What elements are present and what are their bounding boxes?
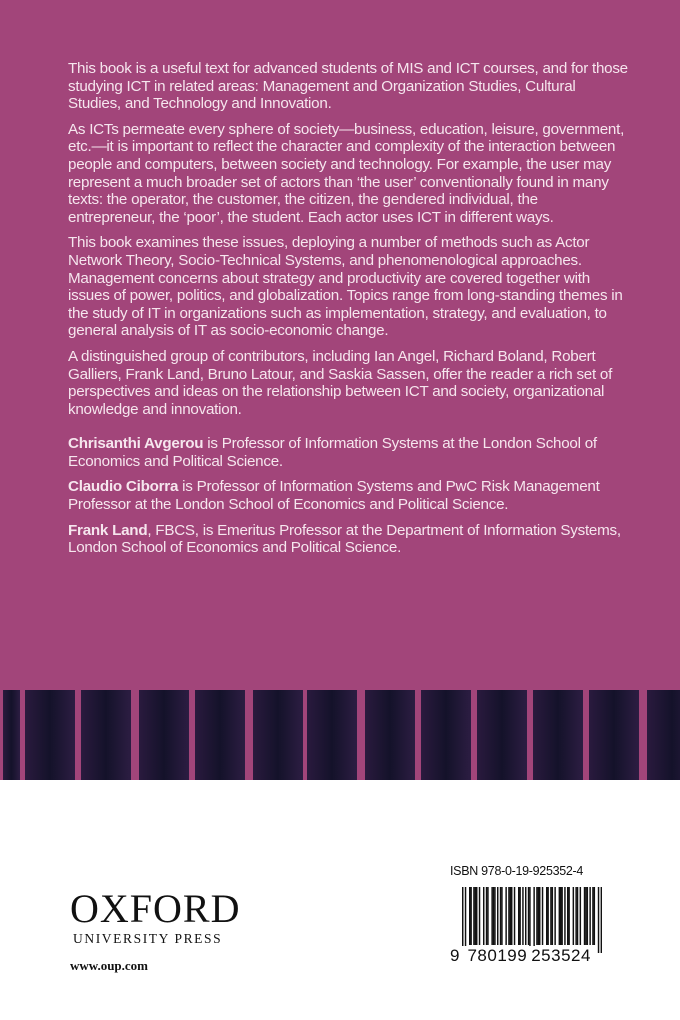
stripe bbox=[647, 690, 680, 780]
stripe bbox=[195, 690, 245, 780]
bio-name: Frank Land bbox=[68, 521, 148, 539]
oxford-logo-subtitle: UNIVERSITY PRESS bbox=[73, 931, 223, 946]
barcode-bar bbox=[580, 887, 581, 945]
blurb-paragraph-3: This book examines these issues, deploying a number of methods such as Actor Network Theory, Socio-Technical Systems, and phenomenological approaches. Management concerns about strategy and productivity are covered together with issues of power, politics, and globalization. Topics range from long-standing themes in the study of IT in organizations such as implementation, strategy, and evaluation, to general analysis of IT as socio-economic change. bbox=[68, 234, 623, 340]
barcode-bar bbox=[561, 887, 562, 945]
stripe bbox=[533, 690, 583, 780]
barcode-group-2: 253524 bbox=[531, 946, 591, 965]
bio-ciborra bbox=[68, 478, 628, 513]
barcode-bar bbox=[508, 887, 509, 945]
barcode-bar bbox=[577, 887, 578, 945]
barcode-bar bbox=[483, 887, 484, 945]
barcode-bar bbox=[479, 887, 480, 945]
blurb-paragraph-1: This book is a useful text for advanced students of MIS and ICT courses, and for those studying ICT in related areas: Management and Organization Studies, Cultural Studies, and Technology and Innovation. bbox=[68, 60, 628, 113]
bio-text: is Professor of Information Systems at the London School of Economics and Political Science. bbox=[68, 435, 597, 470]
barcode-bar bbox=[529, 887, 530, 953]
barcode-bar bbox=[567, 887, 568, 945]
barcode-bar bbox=[487, 887, 488, 945]
barcode-bar bbox=[497, 887, 498, 945]
barcode-bar bbox=[511, 887, 512, 945]
decorative-stripe-band bbox=[0, 690, 680, 780]
barcode-bar bbox=[560, 887, 561, 945]
stripe bbox=[3, 690, 20, 780]
stripe bbox=[477, 690, 527, 780]
barcode-bar bbox=[465, 887, 466, 953]
barcode-bar bbox=[518, 887, 519, 945]
barcode-bar bbox=[470, 887, 471, 945]
bio-name: Claudio Ciborra bbox=[68, 478, 179, 496]
stripe bbox=[81, 690, 131, 780]
barcode-bar bbox=[493, 887, 494, 945]
barcode-bar bbox=[584, 887, 585, 945]
barcode-bar bbox=[587, 887, 588, 945]
barcode-bar bbox=[539, 887, 540, 945]
back-cover-blurb bbox=[68, 60, 628, 565]
barcode-bar bbox=[559, 887, 560, 945]
barcode-bar bbox=[601, 887, 602, 953]
bio-name: Chrisanthi Avgerou bbox=[68, 435, 204, 453]
barcode bbox=[462, 887, 602, 953]
barcode-bar bbox=[533, 887, 534, 953]
barcode-bar bbox=[568, 887, 569, 945]
barcode-bar bbox=[528, 887, 529, 945]
barcode-bar bbox=[589, 887, 590, 945]
barcode-bar bbox=[473, 887, 474, 945]
barcode-bar bbox=[462, 887, 463, 953]
stripe bbox=[307, 690, 357, 780]
barcode-bar bbox=[491, 887, 492, 945]
stripe bbox=[25, 690, 75, 780]
bio-land bbox=[68, 522, 628, 557]
barcode-bar bbox=[475, 887, 476, 945]
barcode-bar bbox=[500, 887, 501, 945]
barcode-bar bbox=[519, 887, 520, 945]
barcode-bar bbox=[554, 887, 555, 945]
stripe bbox=[139, 690, 189, 780]
barcode-bar bbox=[594, 887, 595, 945]
stripe bbox=[421, 690, 471, 780]
barcode-bar bbox=[547, 887, 548, 945]
barcode-bar bbox=[552, 887, 553, 945]
barcode-first-digit: 9 bbox=[450, 946, 460, 965]
barcode-bar bbox=[575, 887, 576, 945]
bio-avgerou bbox=[68, 435, 628, 470]
barcode-group-1: 780199 bbox=[467, 946, 528, 965]
barcode-bar bbox=[538, 887, 539, 945]
editor-bios bbox=[68, 435, 628, 557]
barcode-bar bbox=[598, 887, 599, 953]
barcode-bar bbox=[585, 887, 586, 945]
barcode-bar bbox=[536, 887, 537, 945]
barcode-bar bbox=[573, 887, 574, 945]
barcode-bar bbox=[592, 887, 593, 945]
isbn-label: ISBN 978-0-19-925352-4 bbox=[450, 864, 584, 878]
blurb-paragraph-4: A distinguished group of contributors, including Ian Angel, Richard Boland, Robert Galliers, Frank Land, Bruno Latour, and Saskia Sassen, offer the reader a rich set of perspectives and ideas on the relationship between ICT and society, organizational knowledge and innovation. bbox=[68, 347, 613, 418]
barcode-bar bbox=[501, 887, 502, 945]
barcode-bar bbox=[469, 887, 470, 945]
barcode-bar bbox=[514, 887, 515, 945]
barcode-bar bbox=[476, 887, 477, 945]
stripe bbox=[253, 690, 303, 780]
barcode-bar bbox=[542, 887, 543, 945]
barcode-bar bbox=[546, 887, 547, 945]
barcode-bar bbox=[505, 887, 506, 945]
stripe bbox=[589, 690, 639, 780]
oxford-logo: OXFORD bbox=[70, 886, 241, 931]
barcode-bar bbox=[525, 887, 526, 945]
barcode-bar bbox=[522, 887, 523, 945]
stripe bbox=[365, 690, 415, 780]
barcode-bar bbox=[486, 887, 487, 945]
barcode-bar bbox=[564, 887, 565, 945]
barcode-digits bbox=[450, 946, 591, 966]
barcode-bar bbox=[550, 887, 551, 945]
bio-text: , FBCS, is Emeritus Professor at the Department of Information Systems, London School of Economics and Political Science. bbox=[68, 521, 621, 557]
blurb-paragraph-2: As ICTs permeate every sphere of society—business, education, leisure, government, etc.—it is important to reflect the character and complexity of the interaction between people and computers, between society and technology. For example, the user may represent a much broader set of actors than ‘the user’ conventionally found in many texts: the operator, the customer, the citizen, the gendered individual, the entrepreneur, the ‘poor’, the student. Each actor uses ICT in different ways. bbox=[68, 120, 625, 226]
bio-text: is Professor of Information Systems and PwC Risk Management Professor at the London School of Economics and Political Science. bbox=[68, 478, 600, 514]
barcode-bar bbox=[510, 887, 511, 945]
barcode-bar bbox=[494, 887, 495, 945]
publisher-url: www.oup.com bbox=[70, 958, 149, 973]
